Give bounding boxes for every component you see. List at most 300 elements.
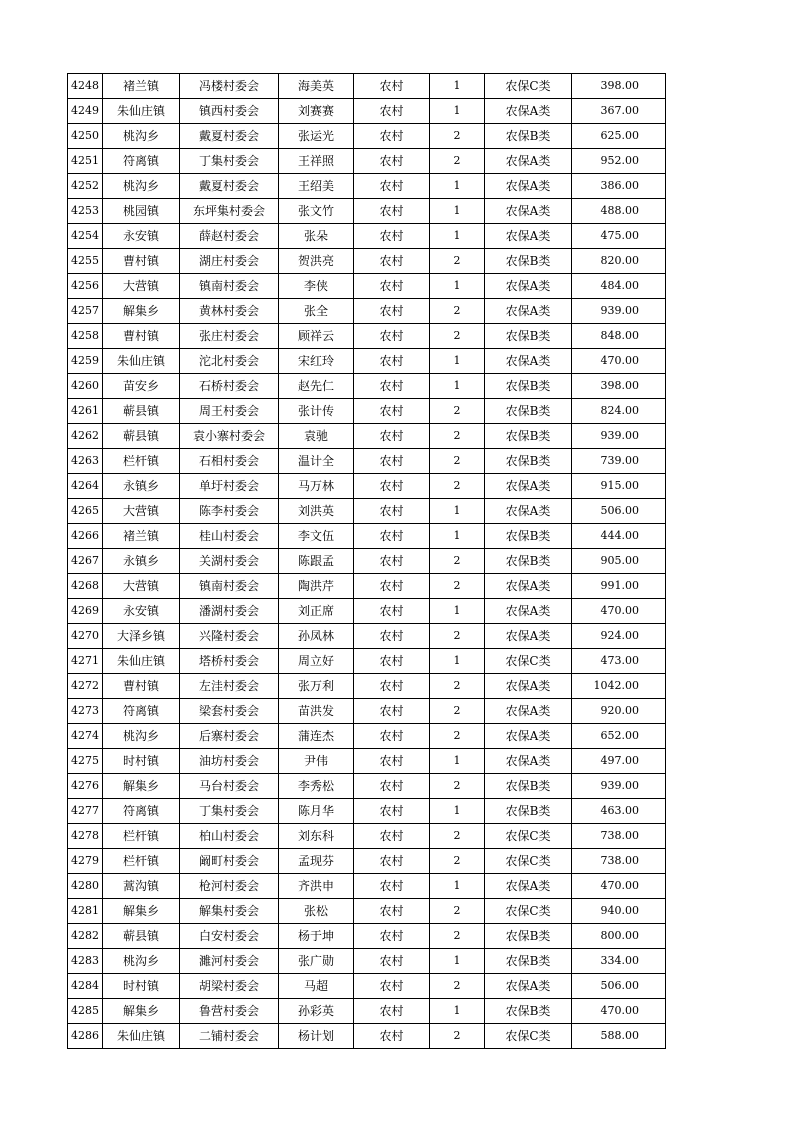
insurance-category-cell: 农保C类 [485,649,572,674]
person-name-cell: 张广勋 [279,949,354,974]
town-cell: 苗安乡 [103,374,180,399]
insurance-category-cell: 农保B类 [485,374,572,399]
town-cell: 朱仙庄镇 [103,349,180,374]
town-cell: 解集乡 [103,899,180,924]
row-number-cell: 4249 [68,99,103,124]
town-cell: 大营镇 [103,274,180,299]
household-type-cell: 农村 [354,799,430,824]
row-number-cell: 4264 [68,474,103,499]
roster-body [68,74,666,1049]
row-number-cell: 4278 [68,824,103,849]
person-name-cell: 李文伍 [279,524,354,549]
table-row [68,299,666,324]
table-row [68,324,666,349]
row-number-cell: 4269 [68,599,103,624]
person-name-cell: 贺洪亮 [279,249,354,274]
household-type-cell: 农村 [354,424,430,449]
household-type-cell: 农村 [354,1024,430,1049]
town-cell: 永镇乡 [103,474,180,499]
insurance-category-cell: 农保A类 [485,474,572,499]
member-count-cell: 2 [430,724,485,749]
insurance-category-cell: 农保C类 [485,824,572,849]
village-committee-cell: 袁小寨村委会 [180,424,279,449]
amount-cell: 848.00 [572,324,666,349]
village-committee-cell: 白安村委会 [180,924,279,949]
village-committee-cell: 湖庄村委会 [180,249,279,274]
member-count-cell: 2 [430,849,485,874]
person-name-cell: 杨于坤 [279,924,354,949]
table-row [68,424,666,449]
member-count-cell: 1 [430,599,485,624]
member-count-cell: 1 [430,524,485,549]
member-count-cell: 2 [430,299,485,324]
table-row [68,574,666,599]
member-count-cell: 2 [430,124,485,149]
row-number-cell: 4271 [68,649,103,674]
person-name-cell: 海美英 [279,74,354,99]
table-row [68,874,666,899]
member-count-cell: 1 [430,224,485,249]
person-name-cell: 袁驰 [279,424,354,449]
household-type-cell: 农村 [354,274,430,299]
village-committee-cell: 阚町村委会 [180,849,279,874]
row-number-cell: 4253 [68,199,103,224]
person-name-cell: 孙彩英 [279,999,354,1024]
member-count-cell: 2 [430,699,485,724]
household-type-cell: 农村 [354,174,430,199]
insurance-category-cell: 农保B类 [485,524,572,549]
amount-cell: 924.00 [572,624,666,649]
insurance-category-cell: 农保A类 [485,574,572,599]
amount-cell: 991.00 [572,574,666,599]
person-name-cell: 孟现芬 [279,849,354,874]
insurance-category-cell: 农保B类 [485,124,572,149]
table-row [68,474,666,499]
insurance-category-cell: 农保A类 [485,99,572,124]
amount-cell: 940.00 [572,899,666,924]
household-type-cell: 农村 [354,399,430,424]
village-committee-cell: 丁集村委会 [180,149,279,174]
town-cell: 解集乡 [103,299,180,324]
person-name-cell: 张松 [279,899,354,924]
household-type-cell: 农村 [354,774,430,799]
table-row [68,199,666,224]
village-committee-cell: 油坊村委会 [180,749,279,774]
person-name-cell: 张计传 [279,399,354,424]
amount-cell: 939.00 [572,424,666,449]
member-count-cell: 2 [430,549,485,574]
insurance-category-cell: 农保A类 [485,349,572,374]
row-number-cell: 4256 [68,274,103,299]
village-committee-cell: 后寨村委会 [180,724,279,749]
town-cell: 蕲县镇 [103,399,180,424]
roster-table [67,73,666,1049]
row-number-cell: 4274 [68,724,103,749]
row-number-cell: 4250 [68,124,103,149]
household-type-cell: 农村 [354,149,430,174]
village-committee-cell: 陈李村委会 [180,499,279,524]
amount-cell: 470.00 [572,874,666,899]
person-name-cell: 刘正席 [279,599,354,624]
member-count-cell: 2 [430,399,485,424]
row-number-cell: 4266 [68,524,103,549]
table-row [68,849,666,874]
insurance-category-cell: 农保B类 [485,549,572,574]
village-committee-cell: 周王村委会 [180,399,279,424]
village-committee-cell: 单圩村委会 [180,474,279,499]
town-cell: 时村镇 [103,974,180,999]
person-name-cell: 蒲连杰 [279,724,354,749]
table-row [68,149,666,174]
member-count-cell: 2 [430,324,485,349]
table-row [68,774,666,799]
person-name-cell: 张朵 [279,224,354,249]
row-number-cell: 4281 [68,899,103,924]
town-cell: 符离镇 [103,799,180,824]
member-count-cell: 2 [430,424,485,449]
amount-cell: 475.00 [572,224,666,249]
village-committee-cell: 枪河村委会 [180,874,279,899]
town-cell: 解集乡 [103,999,180,1024]
person-name-cell: 苗洪发 [279,699,354,724]
table-row [68,1024,666,1049]
village-committee-cell: 桂山村委会 [180,524,279,549]
amount-cell: 738.00 [572,849,666,874]
person-name-cell: 顾祥云 [279,324,354,349]
amount-cell: 820.00 [572,249,666,274]
row-number-cell: 4255 [68,249,103,274]
insurance-category-cell: 农保A类 [485,274,572,299]
row-number-cell: 4273 [68,699,103,724]
household-type-cell: 农村 [354,824,430,849]
town-cell: 朱仙庄镇 [103,1024,180,1049]
town-cell: 永安镇 [103,599,180,624]
household-type-cell: 农村 [354,724,430,749]
household-type-cell: 农村 [354,849,430,874]
member-count-cell: 1 [430,199,485,224]
insurance-category-cell: 农保C类 [485,74,572,99]
amount-cell: 506.00 [572,974,666,999]
town-cell: 曹村镇 [103,249,180,274]
village-committee-cell: 张庄村委会 [180,324,279,349]
amount-cell: 334.00 [572,949,666,974]
village-committee-cell: 潘湖村委会 [180,599,279,624]
town-cell: 桃沟乡 [103,174,180,199]
member-count-cell: 2 [430,824,485,849]
table-row [68,599,666,624]
row-number-cell: 4258 [68,324,103,349]
row-number-cell: 4257 [68,299,103,324]
amount-cell: 625.00 [572,124,666,149]
insurance-category-cell: 农保A类 [485,724,572,749]
insurance-category-cell: 农保B类 [485,949,572,974]
household-type-cell: 农村 [354,949,430,974]
insurance-category-cell: 农保B类 [485,249,572,274]
household-type-cell: 农村 [354,499,430,524]
person-name-cell: 张万利 [279,674,354,699]
row-number-cell: 4268 [68,574,103,599]
table-row [68,624,666,649]
member-count-cell: 2 [430,974,485,999]
member-count-cell: 1 [430,274,485,299]
town-cell: 蕲县镇 [103,424,180,449]
member-count-cell: 1 [430,999,485,1024]
town-cell: 桃沟乡 [103,124,180,149]
member-count-cell: 1 [430,499,485,524]
member-count-cell: 2 [430,674,485,699]
household-type-cell: 农村 [354,99,430,124]
amount-cell: 920.00 [572,699,666,724]
row-number-cell: 4267 [68,549,103,574]
amount-cell: 470.00 [572,599,666,624]
member-count-cell: 2 [430,899,485,924]
village-committee-cell: 兴隆村委会 [180,624,279,649]
household-type-cell: 农村 [354,299,430,324]
village-committee-cell: 梁套村委会 [180,699,279,724]
household-type-cell: 农村 [354,899,430,924]
row-number-cell: 4277 [68,799,103,824]
household-type-cell: 农村 [354,74,430,99]
village-committee-cell: 石桥村委会 [180,374,279,399]
table-row [68,249,666,274]
person-name-cell: 陶洪芹 [279,574,354,599]
insurance-category-cell: 农保C类 [485,1024,572,1049]
table-row [68,124,666,149]
town-cell: 蒿沟镇 [103,874,180,899]
village-committee-cell: 关湖村委会 [180,549,279,574]
member-count-cell: 1 [430,349,485,374]
insurance-category-cell: 农保B类 [485,449,572,474]
row-number-cell: 4272 [68,674,103,699]
household-type-cell: 农村 [354,324,430,349]
row-number-cell: 4284 [68,974,103,999]
insurance-category-cell: 农保A类 [485,699,572,724]
amount-cell: 398.00 [572,74,666,99]
village-committee-cell: 塔桥村委会 [180,649,279,674]
row-number-cell: 4280 [68,874,103,899]
row-number-cell: 4285 [68,999,103,1024]
member-count-cell: 2 [430,249,485,274]
insurance-category-cell: 农保B类 [485,999,572,1024]
household-type-cell: 农村 [354,674,430,699]
amount-cell: 939.00 [572,299,666,324]
household-type-cell: 农村 [354,474,430,499]
member-count-cell: 1 [430,74,485,99]
insurance-category-cell: 农保B类 [485,799,572,824]
insurance-category-cell: 农保A类 [485,624,572,649]
insurance-category-cell: 农保A类 [485,174,572,199]
town-cell: 大营镇 [103,574,180,599]
table-row [68,224,666,249]
amount-cell: 386.00 [572,174,666,199]
row-number-cell: 4270 [68,624,103,649]
member-count-cell: 1 [430,749,485,774]
household-type-cell: 农村 [354,124,430,149]
village-committee-cell: 解集村委会 [180,899,279,924]
member-count-cell: 1 [430,949,485,974]
village-committee-cell: 柏山村委会 [180,824,279,849]
member-count-cell: 1 [430,874,485,899]
town-cell: 大泽乡镇 [103,624,180,649]
table-row [68,524,666,549]
amount-cell: 800.00 [572,924,666,949]
table-row [68,449,666,474]
table-row [68,974,666,999]
amount-cell: 738.00 [572,824,666,849]
person-name-cell: 温计全 [279,449,354,474]
row-number-cell: 4260 [68,374,103,399]
village-committee-cell: 丁集村委会 [180,799,279,824]
member-count-cell: 1 [430,799,485,824]
person-name-cell: 王绍美 [279,174,354,199]
member-count-cell: 1 [430,649,485,674]
member-count-cell: 2 [430,449,485,474]
household-type-cell: 农村 [354,699,430,724]
town-cell: 朱仙庄镇 [103,99,180,124]
village-committee-cell: 冯楼村委会 [180,74,279,99]
table-row [68,949,666,974]
document-page [67,73,666,1049]
table-row [68,824,666,849]
person-name-cell: 周立好 [279,649,354,674]
member-count-cell: 2 [430,924,485,949]
insurance-category-cell: 农保A类 [485,199,572,224]
amount-cell: 484.00 [572,274,666,299]
row-number-cell: 4283 [68,949,103,974]
member-count-cell: 2 [430,624,485,649]
person-name-cell: 李秀松 [279,774,354,799]
table-row [68,724,666,749]
household-type-cell: 农村 [354,524,430,549]
household-type-cell: 农村 [354,624,430,649]
insurance-category-cell: 农保C类 [485,849,572,874]
amount-cell: 473.00 [572,649,666,674]
table-row [68,174,666,199]
table-row [68,74,666,99]
town-cell: 曹村镇 [103,674,180,699]
household-type-cell: 农村 [354,549,430,574]
village-committee-cell: 左洼村委会 [180,674,279,699]
person-name-cell: 宋红玲 [279,349,354,374]
insurance-category-cell: 农保B类 [485,424,572,449]
insurance-category-cell: 农保A类 [485,149,572,174]
town-cell: 解集乡 [103,774,180,799]
insurance-category-cell: 农保B类 [485,774,572,799]
village-committee-cell: 石相村委会 [180,449,279,474]
household-type-cell: 农村 [354,449,430,474]
amount-cell: 939.00 [572,774,666,799]
household-type-cell: 农村 [354,374,430,399]
town-cell: 褚兰镇 [103,74,180,99]
row-number-cell: 4286 [68,1024,103,1049]
village-committee-cell: 胡梁村委会 [180,974,279,999]
household-type-cell: 农村 [354,974,430,999]
amount-cell: 444.00 [572,524,666,549]
village-committee-cell: 沱北村委会 [180,349,279,374]
person-name-cell: 刘洪英 [279,499,354,524]
village-committee-cell: 二铺村委会 [180,1024,279,1049]
town-cell: 褚兰镇 [103,524,180,549]
table-row [68,499,666,524]
amount-cell: 952.00 [572,149,666,174]
person-name-cell: 陈月华 [279,799,354,824]
town-cell: 符离镇 [103,149,180,174]
amount-cell: 488.00 [572,199,666,224]
member-count-cell: 2 [430,474,485,499]
person-name-cell: 马万林 [279,474,354,499]
member-count-cell: 2 [430,149,485,174]
town-cell: 符离镇 [103,699,180,724]
insurance-category-cell: 农保A类 [485,499,572,524]
town-cell: 桃园镇 [103,199,180,224]
person-name-cell: 张运光 [279,124,354,149]
insurance-category-cell: 农保A类 [485,299,572,324]
row-number-cell: 4279 [68,849,103,874]
row-number-cell: 4251 [68,149,103,174]
person-name-cell: 杨计划 [279,1024,354,1049]
insurance-category-cell: 农保A类 [485,599,572,624]
town-cell: 大营镇 [103,499,180,524]
member-count-cell: 1 [430,374,485,399]
person-name-cell: 齐洪申 [279,874,354,899]
insurance-category-cell: 农保B类 [485,324,572,349]
member-count-cell: 1 [430,174,485,199]
member-count-cell: 2 [430,574,485,599]
insurance-category-cell: 农保A类 [485,749,572,774]
table-row [68,399,666,424]
row-number-cell: 4252 [68,174,103,199]
table-row [68,999,666,1024]
town-cell: 朱仙庄镇 [103,649,180,674]
amount-cell: 739.00 [572,449,666,474]
village-committee-cell: 濉河村委会 [180,949,279,974]
amount-cell: 915.00 [572,474,666,499]
row-number-cell: 4265 [68,499,103,524]
person-name-cell: 刘赛赛 [279,99,354,124]
household-type-cell: 农村 [354,924,430,949]
town-cell: 曹村镇 [103,324,180,349]
table-row [68,374,666,399]
member-count-cell: 2 [430,774,485,799]
town-cell: 永安镇 [103,224,180,249]
village-committee-cell: 鲁营村委会 [180,999,279,1024]
village-committee-cell: 镇南村委会 [180,574,279,599]
insurance-category-cell: 农保B类 [485,924,572,949]
table-row [68,99,666,124]
household-type-cell: 农村 [354,649,430,674]
person-name-cell: 陈跟孟 [279,549,354,574]
row-number-cell: 4254 [68,224,103,249]
person-name-cell: 王祥照 [279,149,354,174]
insurance-category-cell: 农保B类 [485,399,572,424]
household-type-cell: 农村 [354,874,430,899]
household-type-cell: 农村 [354,199,430,224]
member-count-cell: 1 [430,99,485,124]
row-number-cell: 4259 [68,349,103,374]
town-cell: 永镇乡 [103,549,180,574]
town-cell: 桃沟乡 [103,724,180,749]
household-type-cell: 农村 [354,999,430,1024]
village-committee-cell: 戴夏村委会 [180,174,279,199]
town-cell: 时村镇 [103,749,180,774]
row-number-cell: 4282 [68,924,103,949]
amount-cell: 367.00 [572,99,666,124]
person-name-cell: 刘东科 [279,824,354,849]
person-name-cell: 李侠 [279,274,354,299]
insurance-category-cell: 农保A类 [485,974,572,999]
row-number-cell: 4276 [68,774,103,799]
town-cell: 蕲县镇 [103,924,180,949]
